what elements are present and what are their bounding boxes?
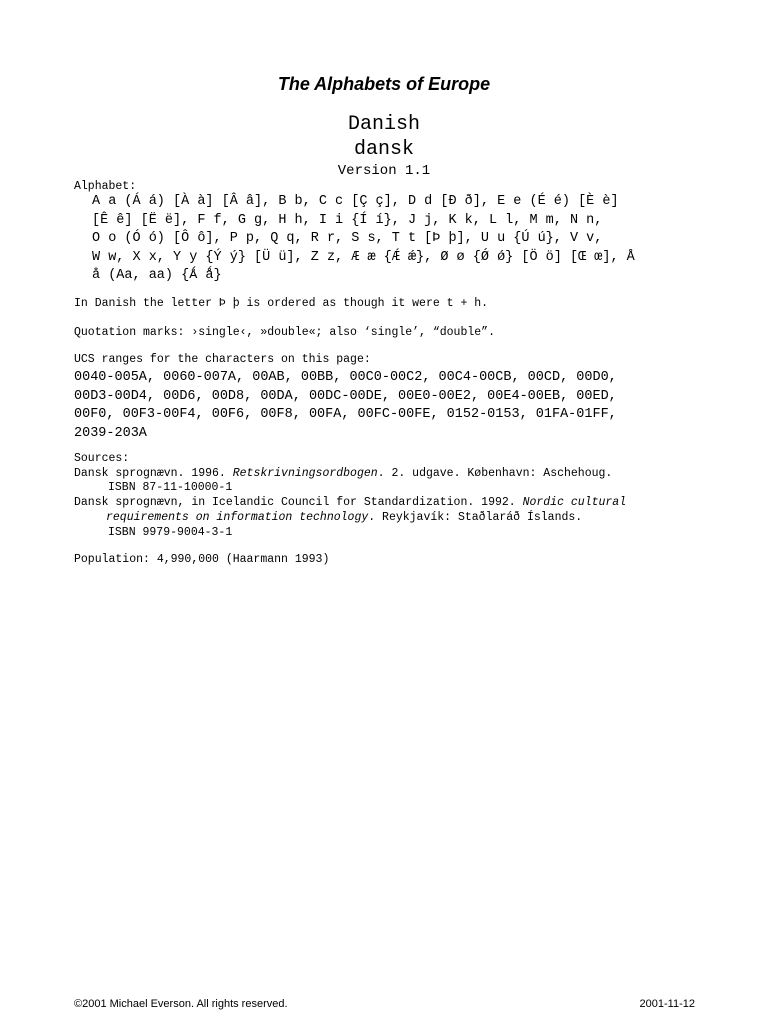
source-entry-2 <box>74 496 626 511</box>
copyright-notice: ©2001 Michael Everson. All rights reserved. <box>74 998 288 1010</box>
ucs-range-line: 0040-005A, 0060-007A, 00AB, 00BB, 00C0-00C2, 00C4-00CB, 00CD, 00D0, <box>74 370 617 385</box>
source-entry-1 <box>74 467 626 482</box>
ucs-ranges <box>74 369 617 443</box>
alphabet-line: A a (Á á) [À à] [Â â], B b, C c [Ç ç], D d [Ð ð], E e (É é) [È è] <box>92 194 619 209</box>
alphabet-line: W w, X x, Y y {Ý ý} [Ü ü], Z z, Æ æ {Ǽ ǽ}, Ø ø {Ǿ ǿ} [Ö ö] [Œ œ], Å <box>92 249 635 265</box>
source-2-title-part2: requirements on information technology <box>106 510 369 524</box>
language-name-native: dansk <box>353 138 414 161</box>
ucs-range-line: 00F0, 00F3-00F4, 00F6, 00F8, 00FA, 00FC-00FE, 0152-0153, 01FA-01FF, <box>74 407 617 422</box>
source-entry-2-cont <box>74 511 626 526</box>
alphabet-line: O o (Ó ó) [Ô ô], P p, Q q, R r, S s, T t [Þ þ], U u {Ú ú}, V v, <box>92 231 603 246</box>
ucs-range-line: 00D3-00D4, 00D6, 00D8, 00DA, 00DC-00DE, 00E0-00E2, 00E4-00EB, 00ED, <box>74 388 617 404</box>
source-2-publisher: . Reykjavík: Staðlaráð Íslands. <box>368 510 583 524</box>
sources-label: Sources: <box>74 452 130 465</box>
version-label: Version 1.1 <box>337 163 431 179</box>
source-1-publisher: . 2. udgave. København: Aschehoug. <box>377 466 613 480</box>
alphabet-line: [Ê ê] [Ë ë], F f, G g, H h, I i {Í í}, J j, K k, L l, M m, N n, <box>92 212 603 228</box>
source-1-author: Dansk sprognævn. 1996. <box>74 466 233 480</box>
ordering-note: In Danish the letter Þ þ is ordered as though it were t + h. <box>74 297 489 310</box>
alphabet-listing <box>92 193 712 286</box>
source-1-isbn: ISBN 87-11-10000-1 <box>108 481 233 495</box>
sources-section <box>74 452 626 540</box>
ucs-label: UCS ranges for the characters on this page: <box>74 353 371 366</box>
source-2-title-part1: Nordic cultural <box>522 496 627 510</box>
alphabet-line: å (Aa, aa) {Ǻ ǻ} <box>92 268 222 283</box>
language-name-english: Danish <box>347 113 420 136</box>
alphabet-label: Alphabet: <box>74 180 137 193</box>
page-title: The Alphabets of Europe <box>277 74 491 94</box>
source-2-isbn: ISBN 9979-9004-3-1 <box>108 525 233 539</box>
quotation-note: Quotation marks: ›single‹, »double«; also ‘single’, “double”. <box>74 326 495 339</box>
source-2-author: Dansk sprognævn, in Icelandic Council for Standardization. 1992. <box>74 496 523 510</box>
footer-date: 2001-11-12 <box>639 998 695 1010</box>
ucs-range-line: 2039-203A <box>74 425 147 441</box>
population-note: Population: 4,990,000 (Haarmann 1993) <box>74 553 330 566</box>
source-1-title: Retskrivningsordbogen <box>232 466 378 480</box>
